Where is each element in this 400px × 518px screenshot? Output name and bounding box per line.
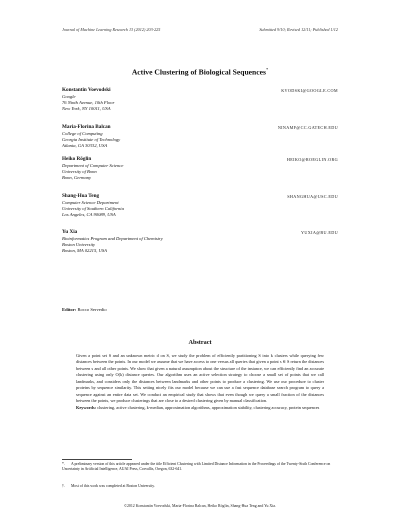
- footnote: [62, 462, 338, 473]
- author-email: KVODSKI@GOOGLE.COM: [281, 88, 338, 93]
- paper-title: [0, 67, 400, 77]
- author-block: [62, 124, 338, 150]
- author-name: Maria-Florina Balcan: [62, 124, 111, 130]
- keywords-label: Keywords:: [76, 405, 97, 410]
- footnote-mark: *.: [62, 462, 65, 466]
- author-affiliation-line: College of Computing: [62, 131, 103, 136]
- author-affiliation-line: Atlanta, GA 30332, USA: [62, 143, 108, 149]
- editor-name: Rocco Servedio: [77, 307, 107, 312]
- author-affiliation-line: Bonn, Germany: [62, 175, 92, 181]
- editor-label: Editor:: [62, 307, 77, 312]
- author-affiliation-line: Boston University: [62, 242, 96, 248]
- author-affiliation-line: Bioinformatics Program and Department of Chemistry: [62, 236, 163, 241]
- author-affiliation-line: New York, NY 10011, USA: [62, 106, 111, 112]
- author-affiliation-line: Department of Computer Science: [62, 163, 124, 168]
- author-affiliation-line: Los Angeles, CA 90089, USA: [62, 212, 116, 218]
- author-email: HEIKO@ROEGLIN.ORG: [286, 157, 338, 162]
- footnote-text: Most of this work was completed at Boston University.: [71, 484, 155, 488]
- keywords-line: [76, 405, 324, 411]
- author-block: [62, 193, 338, 219]
- abstract-heading: Abstract: [188, 339, 212, 346]
- author-block: [62, 156, 338, 182]
- author-affiliation-line: 76 Ninth Avenue, 10th Floor: [62, 100, 115, 106]
- submission-dates: Submitted 9/10; Revised 12/11; Published 1/12: [259, 27, 338, 32]
- author-name: Heiko Röglin: [62, 156, 92, 162]
- author-affiliation-line: Computer Science Department: [62, 200, 119, 205]
- author-affiliation-line: University of Southern California: [62, 206, 124, 212]
- keywords-text: clustering, active clustering, k-median, approximation algorithms, approximation stability, clustering accuracy, protein sequences: [97, 405, 320, 410]
- author-name: Shang-Hua Teng: [62, 193, 100, 199]
- author-name: Konstantin Voevodski: [62, 87, 111, 93]
- running-header: [62, 27, 338, 35]
- journal-citation: Journal of Machine Learning Research 13 (2012) 203-225: [62, 27, 161, 32]
- author-email: SHANGHUA@USC.EDU: [287, 194, 338, 199]
- author-name: Yu Xia: [62, 229, 78, 235]
- footnote-rule: [62, 459, 132, 460]
- author-email: NINAMF@CC.GATECH.EDU: [277, 125, 338, 130]
- author-email: YUXIA@BU.EDU: [300, 230, 338, 235]
- author-affiliation-line: Boston, MA 02215, USA: [62, 248, 107, 254]
- abstract-body: Given a point set S and an unknown metric d on S, we study the problem of efficiently partitioning S into k clusters while querying few distances between the points. In our model we assume that we have access to one versus all queries that given a point s ∈ S return the distances between s and all other points. We show that given a natural assumption about the structure of the instance, we can efficiently find an accurate clustering using only O(k) distance queries. Our algorithm uses an active selection strategy to choose a small set of points that we call landmarks, and considers only the distances between landmarks and other points to produce a clustering. We use our procedure to cluster proteins by sequence similarity. This setting nicely fits our model because we can use a fast sequence database search program to query a sequence against an entire data set. We conduct an empirical study that shows that even though we query a small fraction of the distances between the points, we produce clusterings that are close to a desired clustering given by manual classification.: [76, 353, 324, 403]
- title-text: Active Clustering of Biological Sequences: [131, 67, 266, 77]
- editor-line: [62, 307, 107, 312]
- author-affiliation-line: University of Bonn: [62, 169, 97, 175]
- copyright-line: ©2012 Konstantin Voevodski, Maria-Florina Balcan, Heiko Röglin, Shang-Hua Teng and Yu Xia.: [124, 504, 276, 508]
- author-affiliation-line: Google: [62, 94, 76, 99]
- author-affiliation-line: Georgia Institute of Technology: [62, 137, 121, 143]
- footnote-text: A preliminary version of this article appeared under the title Efficient Clustering with Limited Distance Information in the Proceedings of the Twenty-Sixth Conference on Uncertainty in Artificial Intelligence, AUAI Press, Corvallis, Oregon, 632-641.: [62, 462, 331, 472]
- footnote-mark: †.: [62, 484, 65, 488]
- author-block: [62, 229, 338, 255]
- footnote: [62, 484, 338, 489]
- title-footnote-mark: *: [265, 67, 269, 72]
- author-block: [62, 87, 338, 113]
